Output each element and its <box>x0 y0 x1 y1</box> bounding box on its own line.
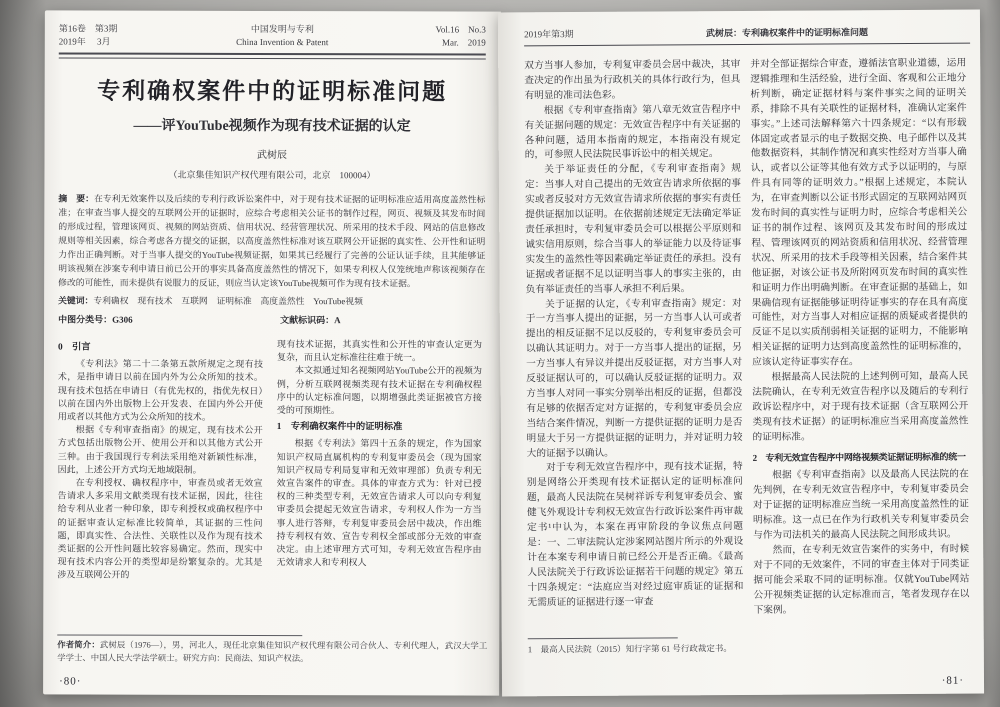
section-heading: 0 引言 <box>58 342 91 353</box>
body-paragraph: 双方当事人参加，专利复审委员会居中裁决，其审查决定的作出虽为行政机关的具体行政行为，但具有明显的准司法色彩。 <box>524 58 741 102</box>
body-paragraph: 关于举证责任的分配，《专利审查指南》规定：当事人对自己提出的无效宣告请求所依据的事实或者反驳对方无效宣告请求所依据的事实有责任提供证据加以证明。在依据前述规定无法确定举证责任承担时，专利复审委员会可以根据公平原则和诚实信用原则，综合当事人的举证能力以及待证事实发生的盖然性等因素确定举证责任的承担。没有证据或者证据不足以证明当事人的事实主张的，由负有举证责任的当事人承担不利后果。 <box>524 163 742 295</box>
page-number-right: ·81· <box>941 674 965 687</box>
author-affiliation: （北京集佳知识产权代理有限公司，北京 100004） <box>168 169 376 181</box>
keywords-text: 专利确权 现有技术 互联网 证明标准 高度盖然性 YouTube视频 <box>93 295 363 307</box>
body-paragraph: 根据《专利法》第四十五条的规定，作为国家知识产权局直属机构的专利复审委员会（现为国家知识产权局专利局复审和无效审理部）负责专利无效宣告案件的审查。具体的审查方式为：针对已授权的三种类型专利，无效宣告请求人可以向专利复审委员会提起无效宣告请求，专利权人作为一方当事人进行答辩，专利复审委员会居中裁决，作出维持专利权有效、宣告专利权全部或部分无效的审查决定。由上述审理方式可知，专利无效宣告程序由无效请求人和专利权人 <box>276 438 482 568</box>
keywords-label: 关键词： <box>58 295 94 306</box>
footnote-text: 1 最高人民法院（2015）知行字第 61 号行政裁定书。 <box>527 643 732 655</box>
section-heading: 2 专利无效宣告程序中网络视频类证据证明标准的统一 <box>752 451 966 463</box>
body-paragraph: 关于证据的认定，《专利审查指南》规定：对于一方当事人提出的证据，另一方当事人认可或者提出的相反证据不足以反驳的，专利复审委员会可以确认其证明力。对于一方当事人提出的证据，另一方当事人有异议并提出反驳证据，对方当事人对反驳证据认可的，可以确认反驳证据的证明力。双方当事人对同一事实分别举出相反的证据，但都没有足够的依据否定对方证据的，专利复审委员会应当结合案件情况，判断一方提供证据的证明力是否明显大于另一方提供证据的证明力，并对证明力较大的证据予以确认。 <box>525 297 743 459</box>
footnote-label: 作者简介： <box>57 640 100 650</box>
keywords <box>58 294 485 308</box>
issue-label: 2019年第3期 <box>524 29 574 40</box>
journal-name-cn: 中国发明与专利 <box>250 23 314 35</box>
footnote-divider <box>57 634 302 636</box>
footnote-text: 武树辰（1976—），男，河北人，现任北京集佳知识产权代理有限公司合伙人、专利代理人，武汉大学工学学士、中国人民大学法学硕士。研究方向：民商法、知识产权法。 <box>57 640 488 663</box>
body-paragraph: 对于专利无效宣告程序中，现有技术证据，特别是网络公开类现有技术证据认定的证明标准问题，最高人民法院在吴树祥诉专利复审委员会、蜜健飞外观设计专利权无效宣告行政诉讼案件再审裁定书¹中认为，本案在再审阶段的争议焦点问题是：一、二审法院认定涉案网站图片所示的外观设计在本案专利申请日前已经公开是否正确。《最高人民法院关于行政诉讼证据若干问题的规定》第五十四条规定：“法庭应当对经过庭审质证的证据和无需质证的证据进行逐一审查 <box>526 461 744 608</box>
left-column-1 <box>57 337 263 582</box>
body-paragraph: 《专利法》第二十二条第五款所规定之现有技术，是指申请日以前在国内外为公众所知的技术。现有技术包括在申请日（有优先权的，指优先权日）以前在国内外出版物上公开发表、在国内外公开使用或者以其他方式为公众所知的技术。 <box>57 358 263 422</box>
right-page-body <box>524 57 974 660</box>
journal-header-row2 <box>59 35 486 49</box>
abstract-label: 摘 要： <box>58 193 95 204</box>
journal-name-en: China Invention & Patent <box>236 36 329 48</box>
date-en: Mar. 2019 <box>442 37 486 48</box>
date-cn: 2019年 3月 <box>58 36 111 47</box>
abstract-text: 在专利无效案件以及后续的专利行政诉讼案件中，对于现有技术证据的证明标准应适用高度盖然性标准；在审查当事人提交的互联网公开的证据时，应综合考虑相关公证书的制作过程，网页、视频及其发布时间的形成过程，管理该网页、视频的网站资质、信用状况、经营管理状况、所采用的技术手段、网站的信息修改规则等相关因素，综合考虑各方提交的证据，以高度盖然性标准对该互联网公开证据的真实性、公开性和证明力作出正确判断。对于当事人提交的YouTube视频证据，如果其已经履行了完善的公证认证手续，且其能够证明该视频在涉案专利申请日前已公开的事实具备高度盖然性的情况下，如果专利权人仅笼统地声称该视频存在修改的可能性，而未提供有说服力的反证，则应当认定该YouTube视频可作为现有技术证据。 <box>58 193 486 289</box>
classification-row <box>58 312 485 326</box>
document-code: 文献标识码：A <box>280 315 341 326</box>
volume-issue-cn: 第16卷 第3期 <box>58 23 118 34</box>
body-paragraph: 现有技术证据，其真实性和公开性的审查认定更为复杂，而且认定标准往往难于统一。 <box>276 339 483 363</box>
section-heading: 1 专利确权案件中的证明标准 <box>276 422 403 433</box>
case-citation-footnote <box>528 637 744 659</box>
header-divider <box>524 43 970 47</box>
body-paragraph: 根据最高人民法院的上述判例可知，最高人民法院确认，在专利无效宣告程序以及随后的专利行政诉讼程序中，对于现有技术证据（含互联网公开类现有技术证据）的证明标准应当采用高度盖然性的证明标准。 <box>752 370 969 443</box>
article-title: 专利确权案件中的证明标准问题 <box>97 78 448 105</box>
right-page <box>498 10 984 697</box>
journal-header-row1 <box>59 22 486 36</box>
running-title: 武树辰：专利确权案件中的证明标准问题 <box>705 27 869 39</box>
right-column-1 <box>524 58 744 659</box>
article-subtitle: ——评YouTube视频作为现有技术证据的认定 <box>133 118 411 135</box>
body-paragraph: 并对全部证据综合审查，遵循法官职业道德，运用逻辑推理和生活经验，进行全面、客观和公正地分析判断，确定证据材料与案件事实之间的证明关系，排除不具有关联性的证据材料，准确认定案件事实。”上述司法解释第六十四条规定：“以有形载体固定或者显示的电子数据交换、电子邮件以及其他数据资料，其制作情况和真实性经对方当事人确认，或者以公证等其他有效方式予以证明的，与原件具有同等的证明效力。”根据上述规定，本院认为，在审查判断以公证书形式固定的互联网站网页发布时间的真实性与证明力时，应综合考虑相关公证书的制作过程、该网页及其发布时间的形成过程、管理该网页的网站资质和信用状况、经营管理状况、所采用的技术手段等相关因素，结合案件其他证据，对该公证书及所附网页发布时间的真实性和证明力作出明确判断。在审查证据的基础上，如果确信现有证据能够证明待证事实的存在具有高度可能性，对方当事人对相应证据的质疑或者提供的反证不足以实质削弱相关证据的证明力，不能影响相关证据的证明力达到高度盖然性的证明标准的，应该认定待证事实存在。 <box>750 57 968 369</box>
volume-issue-en: Vol.16 No.3 <box>435 24 486 35</box>
clc-number: 中图分类号：G306 <box>58 314 133 325</box>
body-paragraph: 在专利授权、确权程序中，审查员或者无效宣告请求人多采用文献类现有技术证据，因此，往往给专利从业者一种印象，即专利授权或确权程序中的证据审查认定标准比较简单，其证据的三性问题，即真实性、合法性、关联性以及作为现有技术类证据的公开性问题比较容易确定。然而，现实中现有技术内容公开的类型却是纷繁复杂的。尤其是涉及互联网公开的 <box>57 477 263 581</box>
author-bio-footnote <box>57 634 487 665</box>
body-paragraph: 根据《专利审查指南》第八章无效宣告程序中有关证据问题的规定：无效宣告程序中有关证据的各种问题，适用本指南的规定，本指南没有规定的，可参照人民法院民事诉讼中的相关规定。 <box>524 103 741 161</box>
page-number-left: ·80· <box>59 675 82 688</box>
left-page <box>43 10 501 695</box>
author-name: 武树辰 <box>257 149 288 162</box>
body-paragraph: 本文拟通过知名视频网站YouTube公开的视频为例，分析互联网视频类现有技术证据在专利确权程序中的认定标准问题，以期增强此类证据被官方接受的可预期性。 <box>276 365 482 416</box>
abstract <box>58 191 485 290</box>
running-header <box>524 26 970 41</box>
footnote-divider <box>528 637 678 639</box>
left-page-body <box>57 337 485 583</box>
body-paragraph: 根据《专利审查指南》以及最高人民法院的在先判例，在专利无效宣告程序中，专利复审委员会对于证据的证明标准应当统一采用高度盖然性的证明标准。这一点已在作为行政机关专利复审委员会与作为司法机关的最高人民法院之间形成共识。 <box>752 469 970 542</box>
left-column-2 <box>276 338 482 583</box>
right-column-2 <box>750 57 970 658</box>
body-paragraph: 根据《专利审查指南》的规定，现有技术公开方式包括出版物公开、使用公开和以其他方式公开三种。由于我国现行专利法采用绝对新颖性标准，因此，上述公开方式均无地域限制。 <box>57 424 263 475</box>
body-paragraph: 然而，在专利无效宣告案件的实务中，有时候对于不同的无效案件，不同的审查主体对于同类证据可能会采取不同的证明标准。仅就YouTube网站公开视频类证据的认定标准而言，笔者发现存在以下案例。 <box>753 543 970 616</box>
header-divider <box>59 52 486 59</box>
